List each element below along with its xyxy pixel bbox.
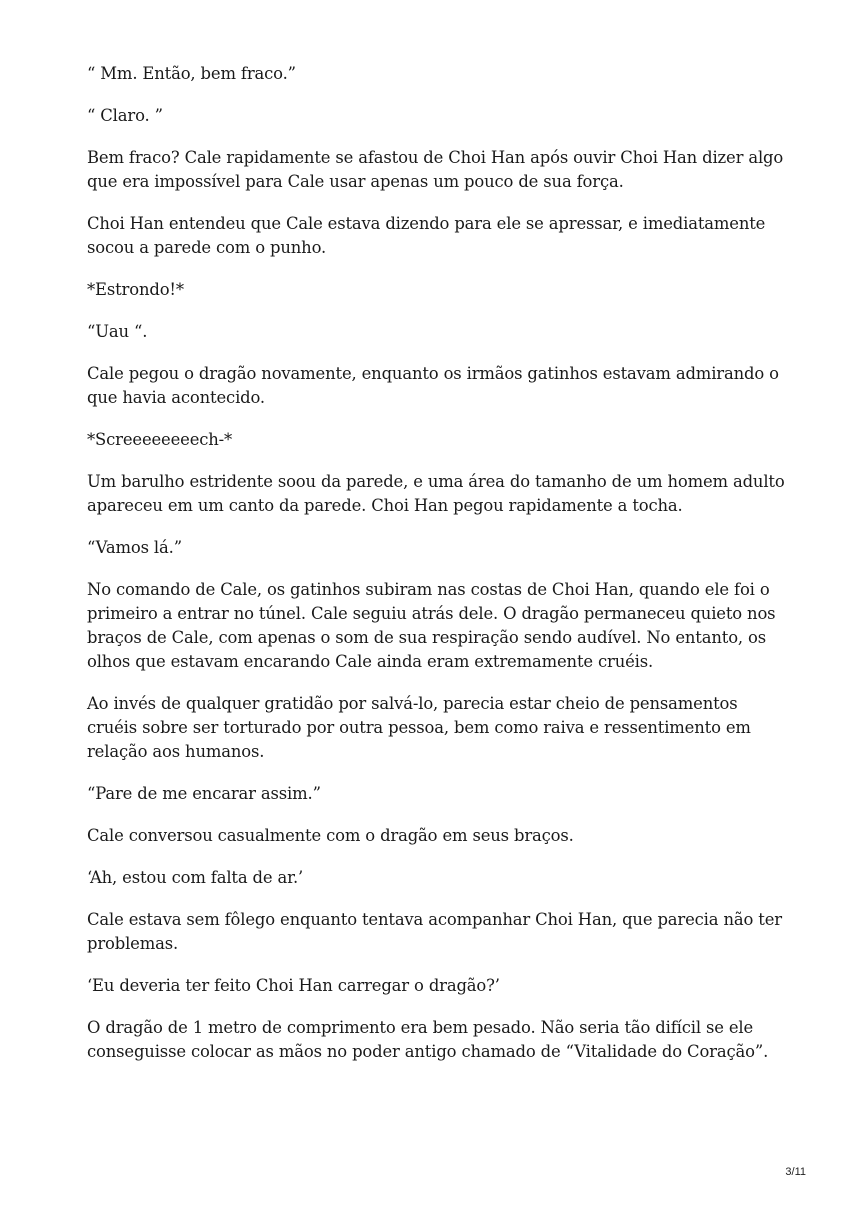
paragraph: Cale pegou o dragão novamente, enquanto os irmãos gatinhos estavam admirando o que havia acontecido. <box>87 364 779 407</box>
paragraph: “ Claro. ” <box>87 106 163 125</box>
document-body <box>87 62 787 1082</box>
paragraph: Bem fraco? Cale rapidamente se afastou de Choi Han após ouvir Choi Han dizer algo que era impossível para Cale usar apenas um pouco de sua força. <box>87 148 784 191</box>
page-number: 3/11 <box>785 1166 806 1178</box>
paragraph: Choi Han entendeu que Cale estava dizendo para ele se apressar, e imediatamente socou a parede com o punho. <box>87 214 766 257</box>
paragraph: ‘Eu deveria ter feito Choi Han carregar o dragão?’ <box>87 976 500 995</box>
paragraph: *Estrondo!* <box>87 280 184 299</box>
paragraph: “Pare de me encarar assim.” <box>87 784 321 803</box>
paragraph: “ Mm. Então, bem fraco.” <box>87 64 296 83</box>
paragraph: “Uau “. <box>87 322 148 341</box>
paragraph: *Screeeeeeeech-* <box>87 430 233 449</box>
paragraph: Ao invés de qualquer gratidão por salvá-lo, parecia estar cheio de pensamentos cruéis sobre ser torturado por outra pessoa, bem como raiva e ressentimento em relação aos humanos. <box>87 694 751 761</box>
paragraph: O dragão de 1 metro de comprimento era bem pesado. Não seria tão difícil se ele conseguisse colocar as mãos no poder antigo chamado de “Vitalidade do Coração”. <box>87 1018 769 1061</box>
paragraph: Cale estava sem fôlego enquanto tentava acompanhar Choi Han, que parecia não ter problemas. <box>87 910 782 953</box>
paragraph: ‘Ah, estou com falta de ar.’ <box>87 868 304 887</box>
paragraph: Um barulho estridente soou da parede, e uma área do tamanho de um homem adulto apareceu em um canto da parede. Choi Han pegou rapidamente a tocha. <box>87 472 785 515</box>
paragraph: Cale conversou casualmente com o dragão em seus braços. <box>87 826 574 845</box>
paragraph: No comando de Cale, os gatinhos subiram nas costas de Choi Han, quando ele foi o primeiro a entrar no túnel. Cale seguiu atrás dele. O dragão permaneceu quieto nos braços de Cale, com apenas o som de sua respiração sendo audível. No entanto, os olhos que estavam encarando Cale ainda eram extremamente cruéis. <box>87 580 776 671</box>
paragraph: “Vamos lá.” <box>87 538 182 557</box>
